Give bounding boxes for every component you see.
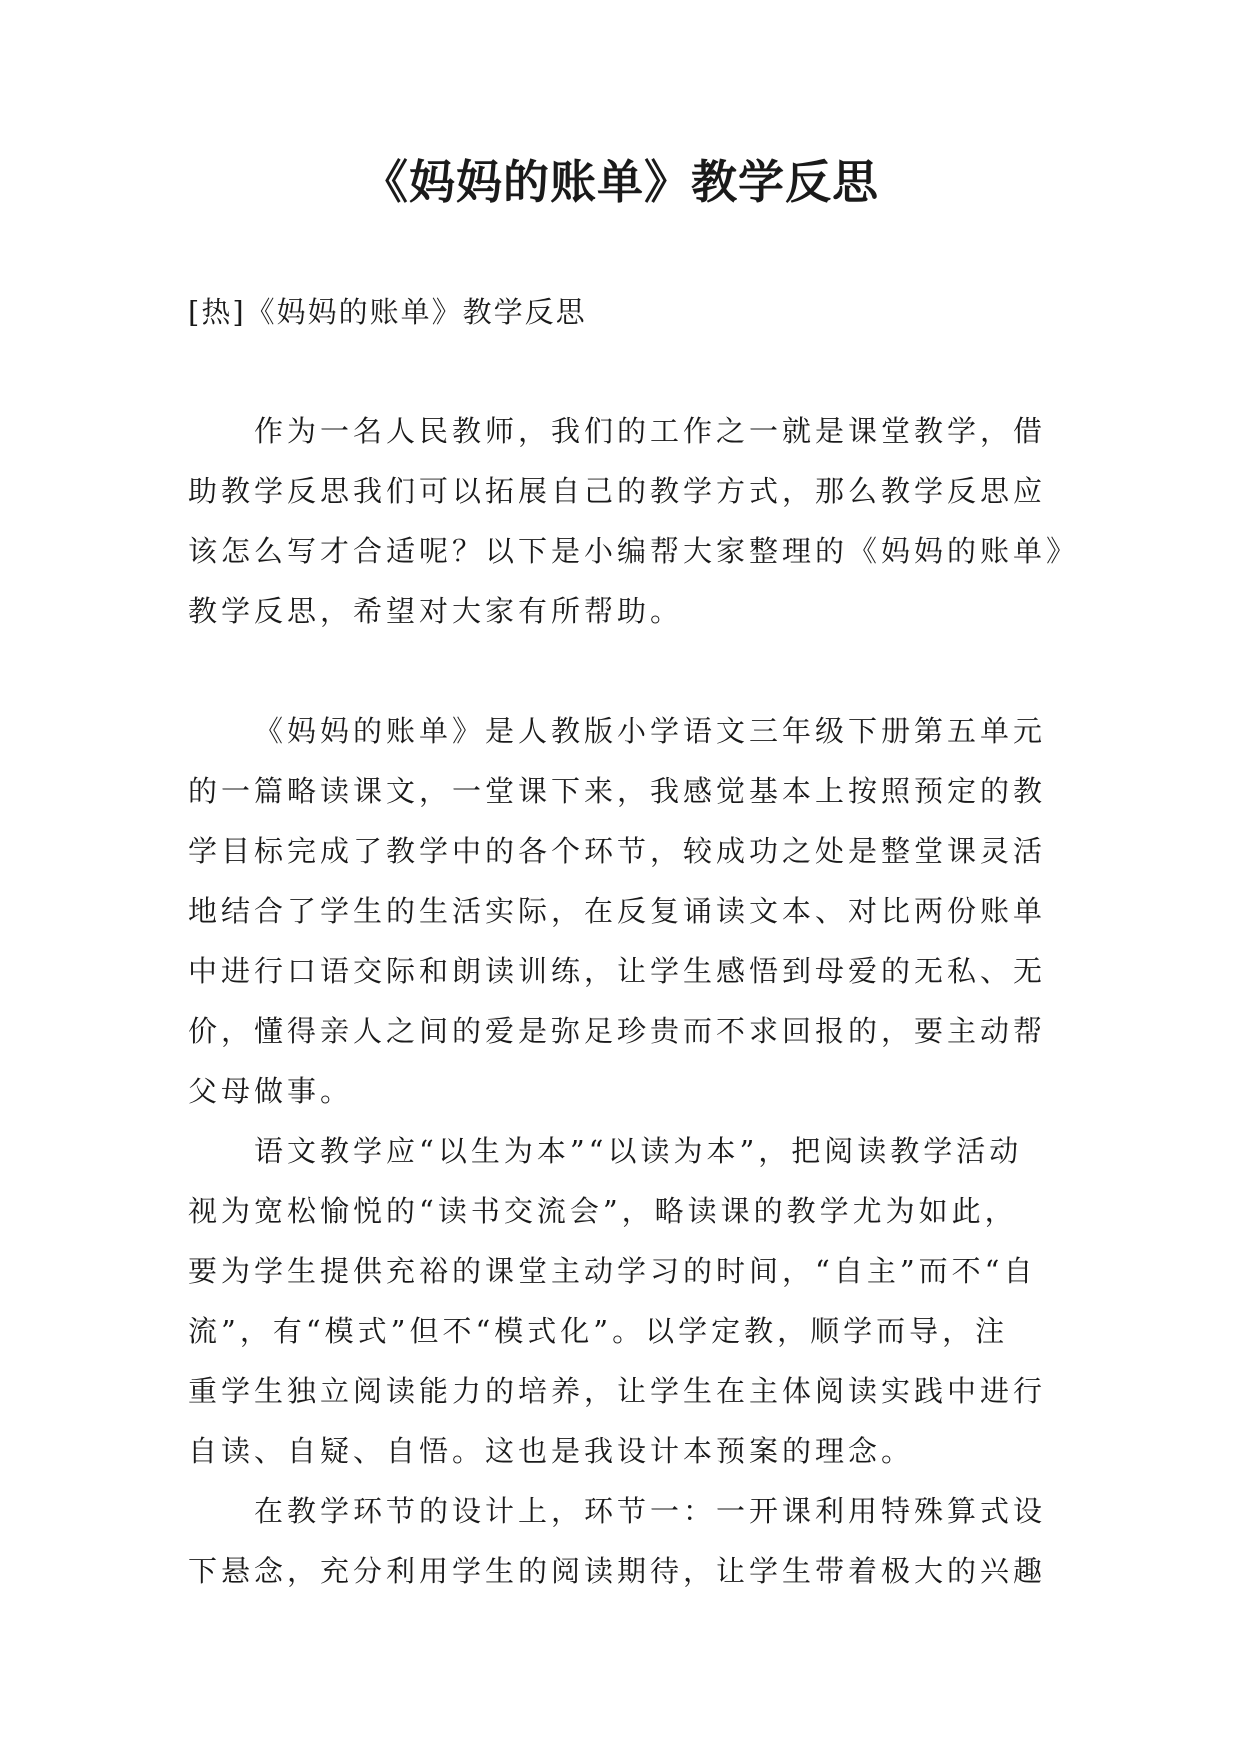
text-line: 语文教学应“以生为本”“以读为本”，把阅读教学活动	[254, 1134, 1023, 1168]
paragraph-teaching-philosophy	[188, 1121, 1058, 1481]
text-line: 要为学生提供充裕的课堂主动学习的时间，“自主”而不“自	[188, 1254, 1037, 1288]
text-line: 该怎么写才合适呢？以下是小编帮大家整理的《妈妈的账单》	[188, 534, 1080, 568]
text-line: 流”，有“模式”但不“模式化”。以学定教，顺学而导，注	[188, 1314, 1009, 1348]
text-line: 下悬念，充分利用学生的阅读期待，让学生带着极大的兴趣	[188, 1554, 1047, 1588]
text-line: 《妈妈的账单》是人教版小学语文三年级下册第五单元	[254, 714, 1047, 748]
paragraph-gap	[188, 641, 1058, 701]
text-line: 教学反思，希望对大家有所帮助。	[188, 594, 684, 628]
text-line: 重学生独立阅读能力的培养，让学生在主体阅读实践中进行	[188, 1374, 1047, 1408]
paragraph-lesson-summary	[188, 701, 1058, 1121]
paragraph-lesson-design	[188, 1481, 1058, 1601]
document-title: 《妈妈的账单》教学反思	[362, 155, 879, 209]
text-line: 学目标完成了教学中的各个环节，较成功之处是整堂课灵活	[188, 834, 1047, 868]
text-line: 价，懂得亲人之间的爱是弥足珍贵而不求回报的，要主动帮	[188, 1014, 1047, 1048]
paragraph-intro	[188, 401, 1080, 641]
text-line: 自读、自疑、自悟。这也是我设计本预案的理念。	[188, 1434, 915, 1468]
text-line: 作为一名人民教师，我们的工作之一就是课堂教学，借	[254, 414, 1047, 448]
document-body	[188, 401, 1080, 1601]
text-line: 在教学环节的设计上，环节一：一开课利用特殊算式设	[254, 1494, 1047, 1528]
text-line: 父母做事。	[188, 1074, 354, 1108]
text-line: 的一篇略读课文，一堂课下来，我感觉基本上按照预定的教	[188, 774, 1047, 808]
text-line: 地结合了学生的生活实际，在反复诵读文本、对比两份账单	[188, 894, 1047, 928]
document-subtitle: [热]《妈妈的账单》教学反思	[188, 295, 587, 329]
text-line: 中进行口语交际和朗读训练，让学生感悟到母爱的无私、无	[188, 954, 1047, 988]
text-line: 助教学反思我们可以拓展自己的教学方式，那么教学反思应	[188, 474, 1047, 508]
text-line: 视为宽松愉悦的“读书交流会”，略读课的教学尤为如此，	[188, 1194, 1018, 1228]
